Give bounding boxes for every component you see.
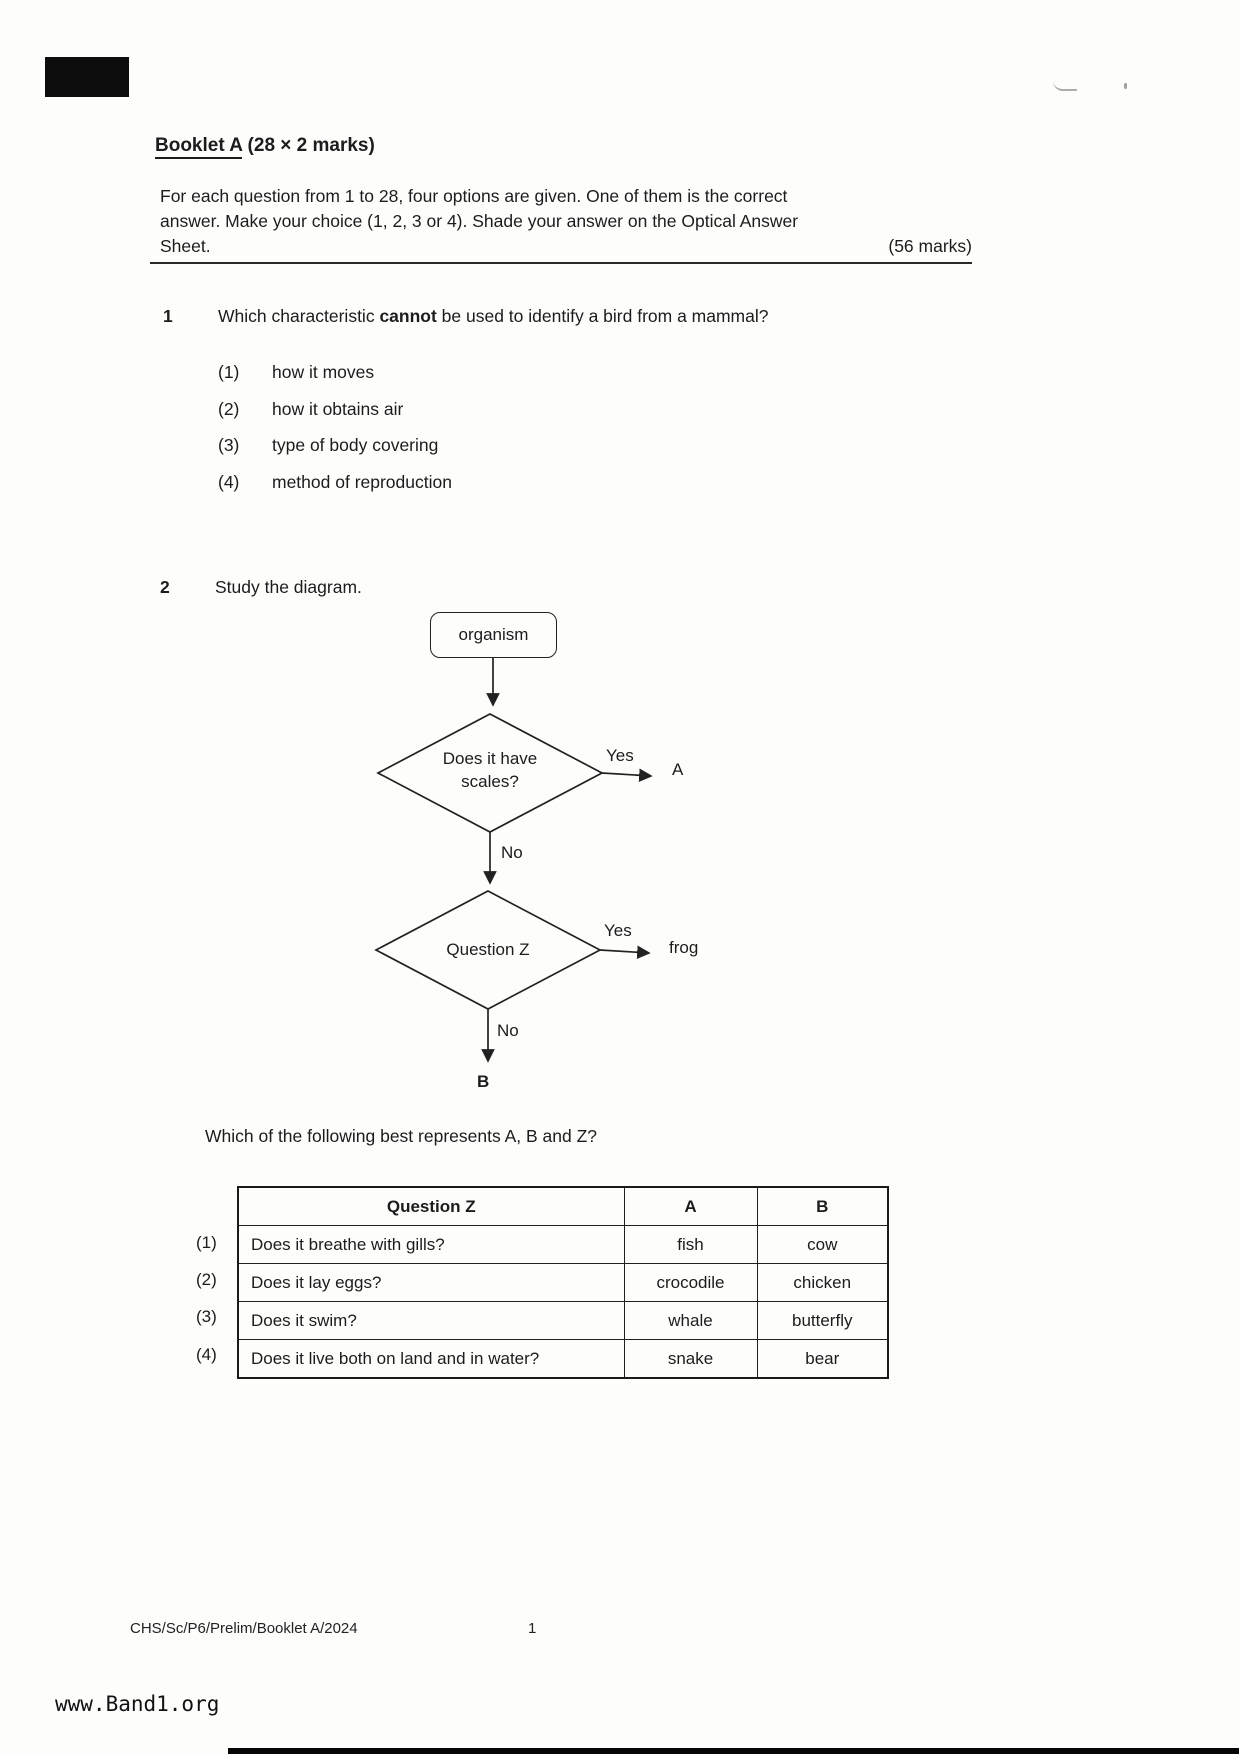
instructions-line-3: Sheet. — [160, 236, 211, 256]
redaction-box — [45, 57, 129, 97]
option-4 — [218, 472, 452, 509]
result-a-label: A — [672, 760, 684, 779]
instructions-line-1: For each question from 1 to 28, four options are given. One of them is the correct — [160, 186, 788, 206]
answer-table — [237, 1186, 889, 1379]
no-label-2: No — [497, 1021, 519, 1040]
row-3-question: Does it swim? — [238, 1302, 624, 1340]
question-1-options — [218, 362, 452, 508]
header-a: A — [624, 1187, 757, 1226]
table-row-label-2: (2) — [196, 1270, 217, 1289]
flowchart-decision-2: Question Z — [446, 940, 530, 959]
footer-page-number: 1 — [528, 1620, 537, 1637]
table-row-label-4: (4) — [196, 1345, 217, 1364]
option-3-number: (3) — [218, 435, 240, 455]
option-3 — [218, 435, 452, 472]
table-row — [238, 1226, 888, 1264]
row-2-b: chicken — [757, 1264, 888, 1302]
instructions-line-2: answer. Make your choice (1, 2, 3 or 4). Shade your answer on the Optical Answer — [160, 211, 799, 231]
table-row — [238, 1264, 888, 1302]
table-row — [238, 1302, 888, 1340]
option-2-number: (2) — [218, 398, 240, 419]
page-title — [155, 135, 375, 157]
decision-1-line-1: Does it have — [442, 749, 538, 768]
table-header-row — [238, 1187, 888, 1226]
option-2-label: how it obtains air — [272, 398, 404, 419]
scan-artifact — [1053, 80, 1077, 91]
question-2-text: Study the diagram. — [215, 577, 362, 597]
header-b: B — [757, 1187, 888, 1226]
option-3-label: type of body covering — [272, 435, 439, 455]
flowchart-diagram — [0, 600, 760, 1090]
scan-edge-bar — [228, 1748, 1239, 1754]
row-1-question: Does it breathe with gills? — [238, 1226, 624, 1264]
flowchart-start-node: organism — [430, 612, 557, 658]
question-2-number: 2 — [160, 577, 170, 597]
booklet-marks: (28 × 2 marks) — [242, 135, 375, 156]
instructions — [150, 184, 972, 264]
row-2-question: Does it lay eggs? — [238, 1264, 624, 1302]
total-marks: (56 marks) — [888, 236, 972, 256]
option-1-label: how it moves — [272, 362, 375, 382]
option-4-number: (4) — [218, 471, 240, 492]
booklet-title: Booklet A — [155, 135, 242, 159]
decision-1-line-2: scales? — [461, 772, 519, 791]
flowchart-decision-1 — [390, 747, 590, 793]
row-1-b: cow — [757, 1226, 888, 1264]
question-1-number: 1 — [163, 306, 173, 326]
table-row-label-1: (1) — [196, 1233, 217, 1252]
row-4-question: Does it live both on land and in water? — [238, 1340, 624, 1379]
option-2 — [218, 399, 452, 436]
no-label-1: No — [501, 843, 523, 862]
row-2-a: crocodile — [624, 1264, 757, 1302]
question-1-text — [218, 306, 958, 327]
row-1-a: fish — [624, 1226, 757, 1264]
table-row — [238, 1340, 888, 1379]
question-1-text-bold: cannot — [379, 306, 437, 326]
watermark-url: www.Band1.org — [55, 1692, 220, 1716]
result-b-label: B — [477, 1072, 490, 1091]
row-3-a: whale — [624, 1302, 757, 1340]
option-4-label: method of reproduction — [272, 471, 452, 492]
result-frog-label: frog — [669, 938, 699, 957]
question-1-text-pre: Which characteristic — [218, 306, 380, 326]
yes-label-1: Yes — [606, 746, 634, 765]
row-4-b: bear — [757, 1340, 888, 1379]
yes-label-2: Yes — [604, 921, 632, 940]
row-3-b: butterfly — [757, 1302, 888, 1340]
option-1-number: (1) — [218, 362, 240, 382]
question-1-text-post: be used to identify a bird from a mammal? — [436, 306, 769, 326]
row-4-a: snake — [624, 1340, 757, 1379]
table-row-label-3: (3) — [196, 1307, 217, 1326]
scan-artifact — [1124, 83, 1127, 89]
option-1 — [218, 362, 452, 399]
header-question-z: Question Z — [238, 1187, 624, 1226]
footer-document-code: CHS/Sc/P6/Prelim/Booklet A/2024 — [130, 1620, 358, 1637]
question-2-prompt: Which of the following best represents A, B and Z? — [205, 1126, 598, 1146]
